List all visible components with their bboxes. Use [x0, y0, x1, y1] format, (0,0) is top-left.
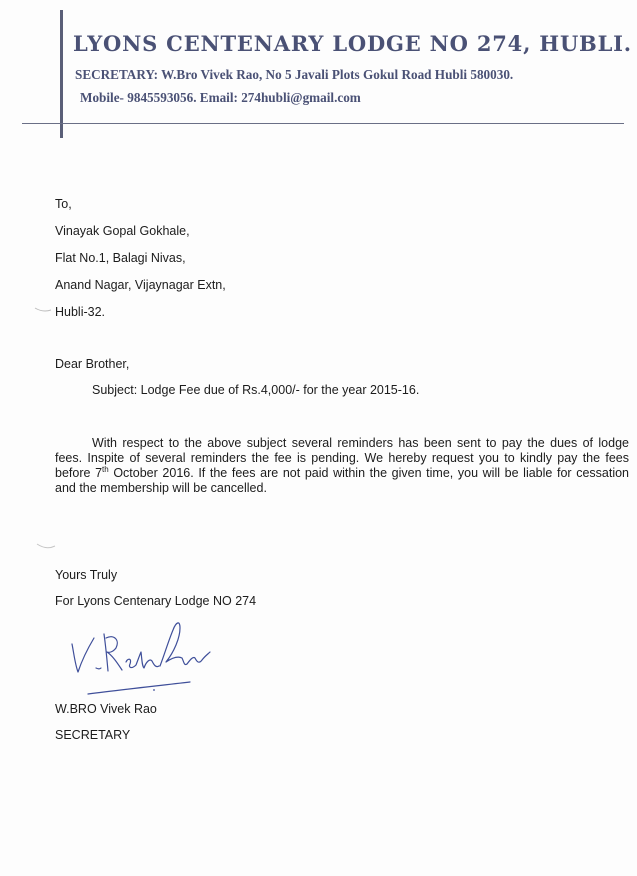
email-address: 274hubli@gmail.com: [241, 90, 361, 105]
closing-yours-truly: Yours Truly: [55, 568, 118, 582]
mobile-label: Mobile-: [80, 90, 124, 105]
letterhead-contact-line: [80, 90, 361, 106]
recipient-to: To,: [55, 197, 72, 211]
handwritten-signature: [60, 608, 230, 703]
subject-line: Subject: Lodge Fee due of Rs.4,000/- for the year 2015-16.: [92, 383, 420, 397]
letterhead-title: LYONS CENTENARY LODGE NO 274, HUBLI.: [73, 31, 632, 56]
letterhead-secretary-line: SECRETARY: W.Bro Vivek Rao, No 5 Javali Plots Gokul Road Hubli 580030.: [75, 67, 514, 82]
salutation: Dear Brother,: [55, 357, 130, 371]
signatory-designation: SECRETARY: [55, 728, 131, 742]
body-text-part-2: October 2016. If the fees are not paid within the given time, you will be liable for cessation and the membership will be cancelled.: [55, 466, 629, 495]
email-label: Email:: [199, 90, 238, 105]
body-paragraph: [55, 436, 629, 496]
letterhead-horizontal-rule: [22, 123, 624, 124]
scan-margin-mark: [34, 305, 52, 315]
recipient-address-line-2: Anand Nagar, Vijaynagar Extn,: [55, 278, 226, 292]
recipient-address-line-1: Flat No.1, Balagi Nivas,: [55, 251, 186, 265]
recipient-city: Hubli-32.: [55, 305, 106, 319]
letterhead-vertical-rule: [60, 10, 63, 138]
closing-for-organization: For Lyons Centenary Lodge NO 274: [55, 594, 257, 608]
recipient-name: Vinayak Gopal Gokhale,: [55, 224, 190, 238]
date-superscript: th: [102, 464, 109, 474]
scan-margin-mark: [36, 541, 56, 551]
body-text-part-1: With respect to the above subject several reminders has been sent to pay the dues of lodge fees. Inspite of several reminders the fee is pending. We hereby request you to kindly pay the fees before 7: [55, 436, 629, 480]
mobile-number: 9845593056.: [127, 90, 197, 105]
signatory-name: W.BRO Vivek Rao: [55, 702, 157, 716]
